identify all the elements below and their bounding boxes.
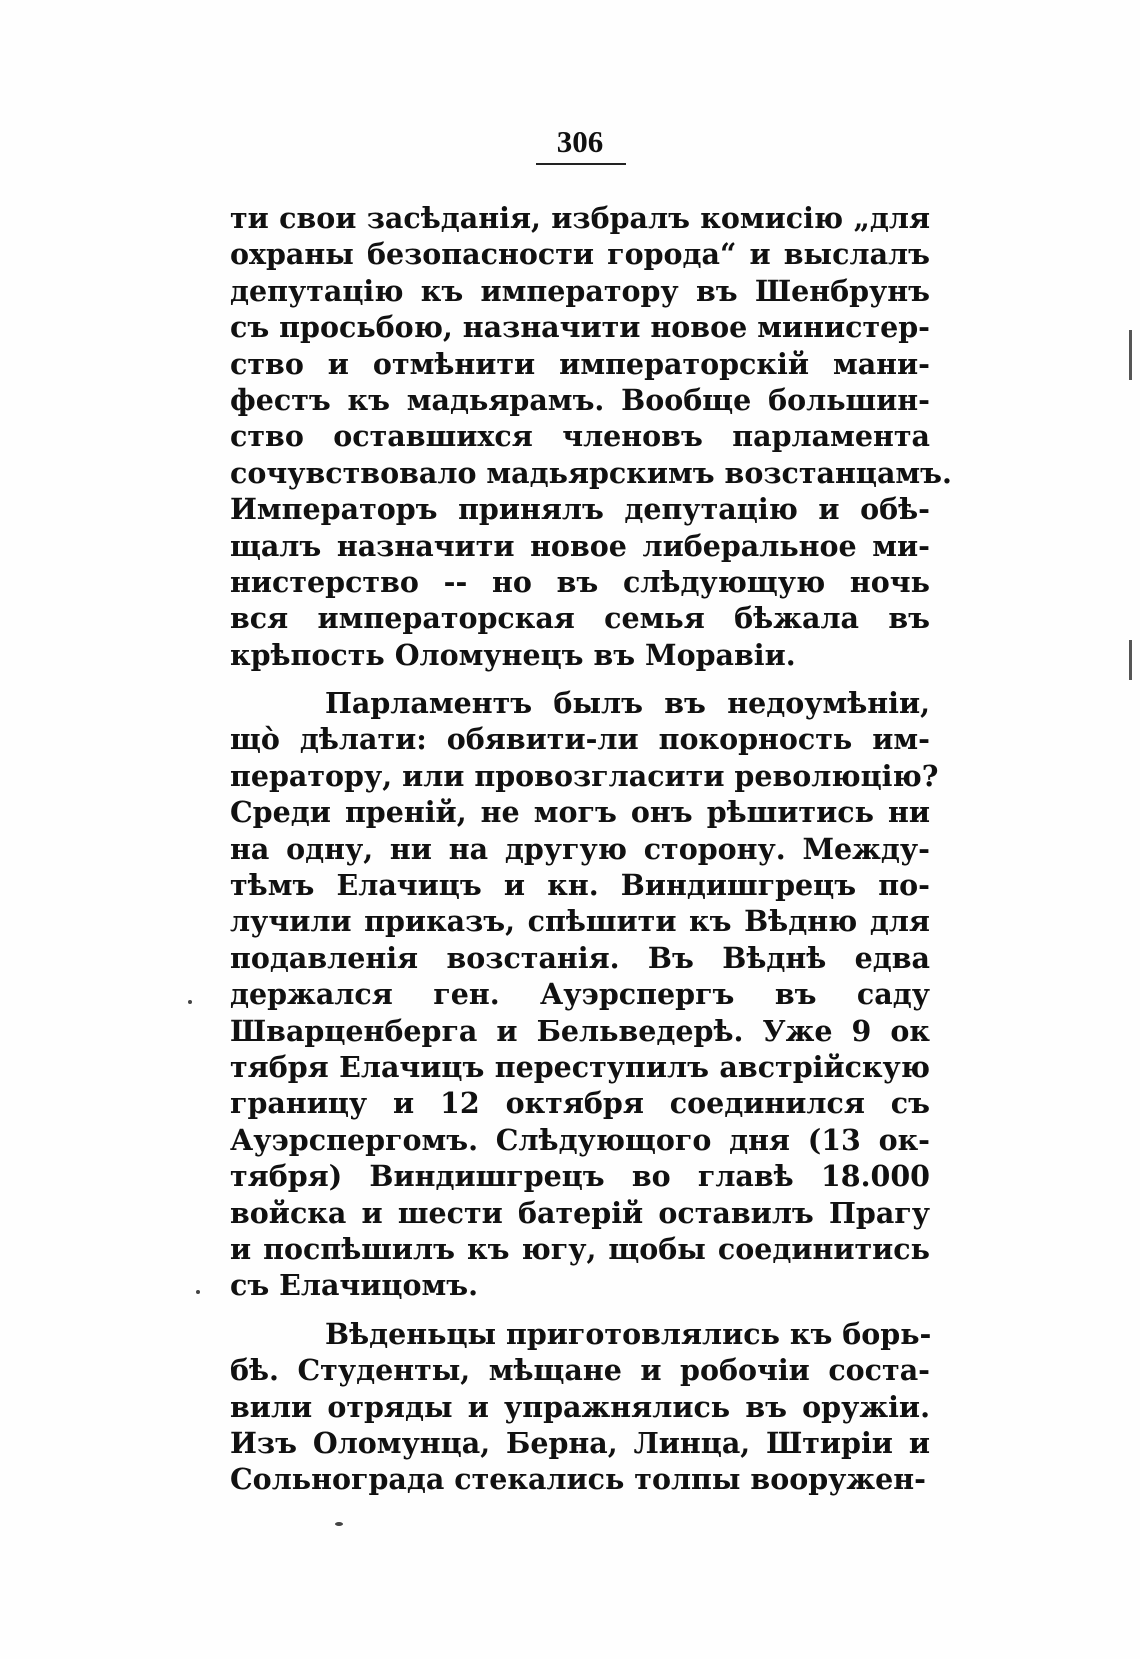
text-line: щалъ назначити новое либеральное ми- [230, 528, 930, 563]
text-line: Изъ Оломунца, Берна, Линца, Штиріи и [230, 1425, 930, 1460]
text-line: Парламентъ былъ въ недоумѣніи, [325, 686, 930, 721]
text-line: держался ген. Ауэрспергъ въ саду [230, 977, 930, 1012]
page-number-rule [536, 163, 626, 165]
text-line: що̀ дѣлати: обявити-ли покорность им- [230, 722, 930, 757]
text-line: тѣмъ Елачицъ и кн. Виндишгрецъ по- [230, 868, 930, 903]
text-line: вили отряды и упражнялись въ оружіи. [230, 1389, 930, 1424]
text-line: фестъ къ мадьярамъ. Вообще большин- [230, 382, 930, 417]
text-line: ти свои засѣданія, избралъ комисію „для [230, 201, 930, 235]
scan-speck [335, 1522, 343, 1526]
text-line: вся императорская семья бѣжала въ [230, 601, 930, 636]
text-line: подавленія возстанія. Въ Вѣднѣ едва [230, 940, 930, 975]
text-line: Вѣденьцы приготовлялись къ борь- [325, 1316, 932, 1351]
text-line: бѣ. Студенты, мѣщане и робочіи соста- [230, 1353, 930, 1388]
paragraph-gap [230, 1304, 930, 1316]
text-line: съ просьбою, назначити новое министер- [230, 310, 930, 345]
paragraph-gap [230, 673, 930, 685]
text-line: лучили приказъ, спѣшити къ Вѣдню для [230, 904, 930, 939]
text-line: тября Елачицъ переступилъ австрійскую [230, 1049, 930, 1084]
text-line: нистерство -- но въ слѣдующую ночь [230, 564, 930, 599]
page-number: 306 [556, 124, 604, 159]
text-line: ператору, или провозгласити революцію? [230, 758, 939, 793]
text-line: Сольнограда стекались толпы вооружен- [230, 1462, 926, 1497]
text-line: ство оставшихся членовъ парламента [230, 419, 930, 454]
text-line: Императоръ принялъ депутацію и обѣ- [230, 492, 930, 527]
scan-margin-mark [1129, 640, 1132, 680]
body-text [230, 200, 952, 1498]
text-line: Шварценберга и Бельведерѣ. Уже 9 ок [230, 1013, 930, 1048]
text-line: границу и 12 октября соединился съ [230, 1086, 930, 1121]
text-line: войска и шести батерій оставилъ Прагу [230, 1195, 930, 1230]
text-line: депутацію къ императору въ Шенбрунъ [230, 273, 930, 308]
text-line: крѣпость Оломунецъ въ Моравіи. [230, 637, 796, 672]
text-line: на одну, ни на другую сторону. Между- [230, 831, 930, 866]
text-line: сочувствовало мадьярскимъ возстанцамъ. [230, 455, 952, 490]
scan-speck [188, 1000, 192, 1004]
scan-margin-mark [1129, 330, 1132, 380]
text-line: охраны безопасности города“ и выслалъ [230, 237, 930, 272]
text-line: Среди преній, не могъ онъ рѣшитись ни [230, 795, 930, 830]
scan-speck [196, 1290, 200, 1294]
text-line: тября) Виндишгрецъ во главѣ 18.000 [230, 1159, 930, 1194]
text-line: и поспѣшилъ къ югу, щобы соединитись [230, 1231, 930, 1266]
text-line: ство и отмѣнити императорскій мани- [230, 346, 930, 381]
text-line: Ауэрспергомъ. Слѣдующого дня (13 ок- [230, 1122, 930, 1157]
text-line: съ Елачицомъ. [230, 1268, 479, 1303]
